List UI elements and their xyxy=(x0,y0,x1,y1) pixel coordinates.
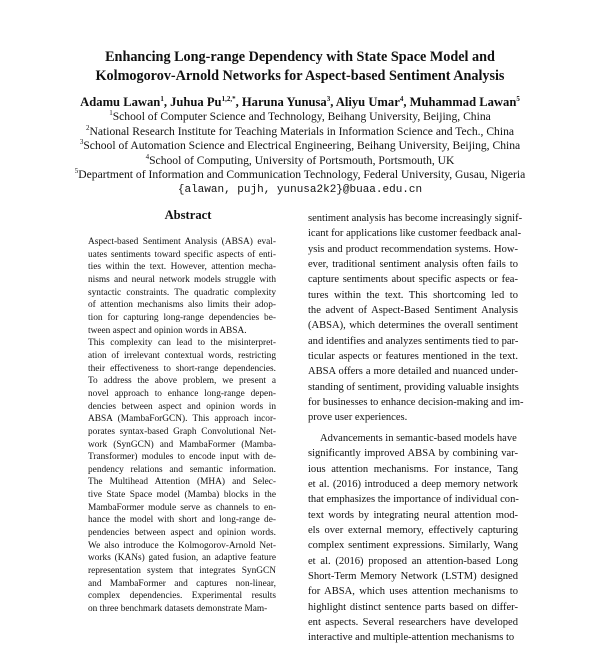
paper-title xyxy=(0,48,600,86)
affiliation xyxy=(0,139,600,154)
text-line: tures within the text. This shortcoming led to xyxy=(308,289,518,301)
text-line: text words by integrating neural attention mod- xyxy=(308,509,518,521)
abstract-heading: Abstract xyxy=(164,208,212,222)
affiliation-sup: 5 xyxy=(74,167,79,176)
text-line: et al. (2016) introduced a deep memory network xyxy=(308,478,518,490)
text-line: ties within the text. However, attention mecha- xyxy=(88,262,276,273)
author-name: Haruna Yunusa xyxy=(241,95,327,109)
author-sup: 4 xyxy=(399,94,404,103)
text-line: ever, traditional sentiment analysis often fails to xyxy=(308,259,518,271)
text-line: tion for capturing long-range dependencies be- xyxy=(88,312,276,323)
affiliation-text: Department of Information and Communication Technology, Federal University, Gusau, Nigeria xyxy=(78,168,526,182)
text-line: Short-Term Memory Network (LSTM) designed xyxy=(308,570,518,582)
text-line: standing of sentiment, providing valuable insights xyxy=(308,381,519,393)
text-line: complex sentiment expressions. Similarly, Wang xyxy=(308,540,518,552)
affiliation-text: School of Computer Science and Technology, Beihang University, Beijing, China xyxy=(112,110,491,123)
text-line: works (KANs) gated fusion, an adaptive feature xyxy=(88,553,276,564)
author-name: Aliyu Umar xyxy=(335,95,400,109)
body-column-right xyxy=(308,211,524,646)
affiliation xyxy=(0,168,600,183)
text-line: significantly improved ABSA by combining var- xyxy=(308,448,518,460)
text-line: Advancements in semantic-based models have xyxy=(320,432,517,444)
affiliation-sup: 4 xyxy=(145,152,150,161)
text-line: syntactic constraints. The quadratic complexity xyxy=(88,287,276,298)
abstract-body xyxy=(88,236,276,616)
text-line: ation of irrelevant contextual words, restricting xyxy=(88,350,276,361)
text-line: uates sentiments toward specific aspects of enti- xyxy=(88,249,276,260)
text-line: novel approach to enhance long-range depen- xyxy=(88,388,276,399)
text-line: (ABSA), which determines the overall sentiment xyxy=(308,320,518,332)
author-sup: 1 xyxy=(160,94,164,103)
affiliation xyxy=(0,154,600,169)
text-line: nisms and neural network models struggle with xyxy=(88,274,276,285)
title-line: Kolmogorov-Arnold Networks for Aspect-based Sentiment Analysis xyxy=(95,68,505,84)
text-line: ent aspects. Several researchers have developed xyxy=(308,616,518,628)
text-line: pendency relations and semantic information. xyxy=(88,464,276,475)
text-line: To address the above problem, we present a xyxy=(88,376,276,387)
text-line: The Multihead Attention (MHA) and Selec- xyxy=(88,477,276,488)
author-emails: {alawan, pujh, yunusa2k2}@buaa.edu.cn xyxy=(177,183,423,196)
text-line: Transformer) modules to encode input with de- xyxy=(88,452,276,463)
body-paragraph xyxy=(308,431,518,646)
text-line: representation system that integrates SynGCN xyxy=(88,566,276,577)
author-name: Juhua Pu xyxy=(170,95,222,109)
affiliation-text: National Research Institute for Teaching Materials in Information Science and Tech., China xyxy=(89,124,515,138)
text-line: ABSA (MambaForGCN). This approach incor- xyxy=(88,414,276,425)
text-line: sentiment analysis has become increasingly signif- xyxy=(308,213,523,224)
text-line: and identifies and analyzes sentiments tied to par- xyxy=(308,335,519,347)
text-line: Aspect-based Sentiment Analysis (ABSA) eval- xyxy=(88,237,276,247)
text-line: and MambaFormer and captures non-linear, xyxy=(88,578,276,589)
text-line: for businesses to enhance decision-making and im- xyxy=(308,397,524,409)
text-line: tween aspect and opinion words in ABSA. xyxy=(88,325,247,336)
text-line: that emphasizes the importance of individual con- xyxy=(308,494,519,506)
affiliation-text: School of Computing, University of Portsmouth, Portsmouth, UK xyxy=(149,153,455,167)
text-line: MambaFormer module serve as channels to en- xyxy=(88,502,276,513)
text-line: We also introduce the Kolmogorov-Arnold Net- xyxy=(88,540,276,551)
text-line: prove user experiences. xyxy=(308,412,408,424)
body-paragraph xyxy=(308,211,524,426)
text-line: icant for applications like customer feedback anal- xyxy=(308,228,522,240)
text-line: complex dependencies. Experimental results xyxy=(88,591,276,602)
text-line: This complexity can lead to the misinterpret- xyxy=(88,338,276,349)
affiliation-list xyxy=(0,110,600,198)
affiliation-text: School of Automation Science and Electrical Engineering, Beihang University, Beijing, China xyxy=(83,139,521,153)
text-line: ABSA offers a more detailed and nuanced under- xyxy=(308,366,518,378)
text-line: ticular aspects or features mentioned in the text. xyxy=(308,351,518,363)
title-line: Enhancing Long-range Dependency with State Space Model and xyxy=(105,49,495,65)
text-line: et al. (2016) proposed an attention-based Long xyxy=(308,555,518,567)
text-line: pendencies between aspect and opinion words. xyxy=(88,528,276,539)
text-line: porates syntax-based Graph Convolutional Net- xyxy=(88,426,276,437)
affiliation xyxy=(0,125,600,140)
affiliation-sup: 1 xyxy=(109,109,113,118)
affiliation xyxy=(0,110,600,125)
author-sup: 1,2,* xyxy=(221,94,236,103)
text-line: interactive and multiple-attention mechanisms to xyxy=(308,632,515,644)
text-line: dencies between aspect and opinion words in xyxy=(88,401,276,412)
text-line: tive State Space model (Mamba) blocks in the xyxy=(88,490,276,501)
text-line: highlight distinct sentence parts based on differ- xyxy=(308,601,518,613)
text-line: of attention mechanisms also limits their adop- xyxy=(88,300,276,311)
affiliation-sup: 3 xyxy=(79,138,84,147)
author-name: Muhammad Lawan xyxy=(409,95,517,109)
text-line: capture sentiments about specific aspects or fea- xyxy=(308,274,518,286)
author-name: Adamu Lawan xyxy=(80,95,161,109)
text-line: hance the model with short and long-range de- xyxy=(88,515,276,526)
author-sup: 3 xyxy=(326,94,331,103)
text-line: ious attention mechanisms. For instance, Tang xyxy=(308,463,518,475)
text-line: for ABSA, which uses attention mechanisms to xyxy=(308,586,518,598)
text-line: the advent of Aspect-Based Sentiment Analysis xyxy=(308,305,518,317)
text-line: els over external memory, effectively capturing xyxy=(308,524,518,536)
text-line: on three benchmark datasets demonstrate Mam- xyxy=(88,604,268,615)
author-list: Adamu Lawan$^1$, Juhua $Pu^{1,2,*}$, Haruna Yunusa$^3$, Aliyu Umar$^4$, Muhammad Lawan$^5$ xyxy=(80,94,520,109)
affiliation-sup: 2 xyxy=(85,123,90,132)
text-line: ysis and product recommendation systems. How- xyxy=(308,243,518,255)
text-line: work (SynGCN) and MambaFormer (Mamba- xyxy=(88,439,276,450)
text-line: their effectiveness to short-range dependencies. xyxy=(88,363,276,374)
author-sup: 5 xyxy=(516,94,520,103)
